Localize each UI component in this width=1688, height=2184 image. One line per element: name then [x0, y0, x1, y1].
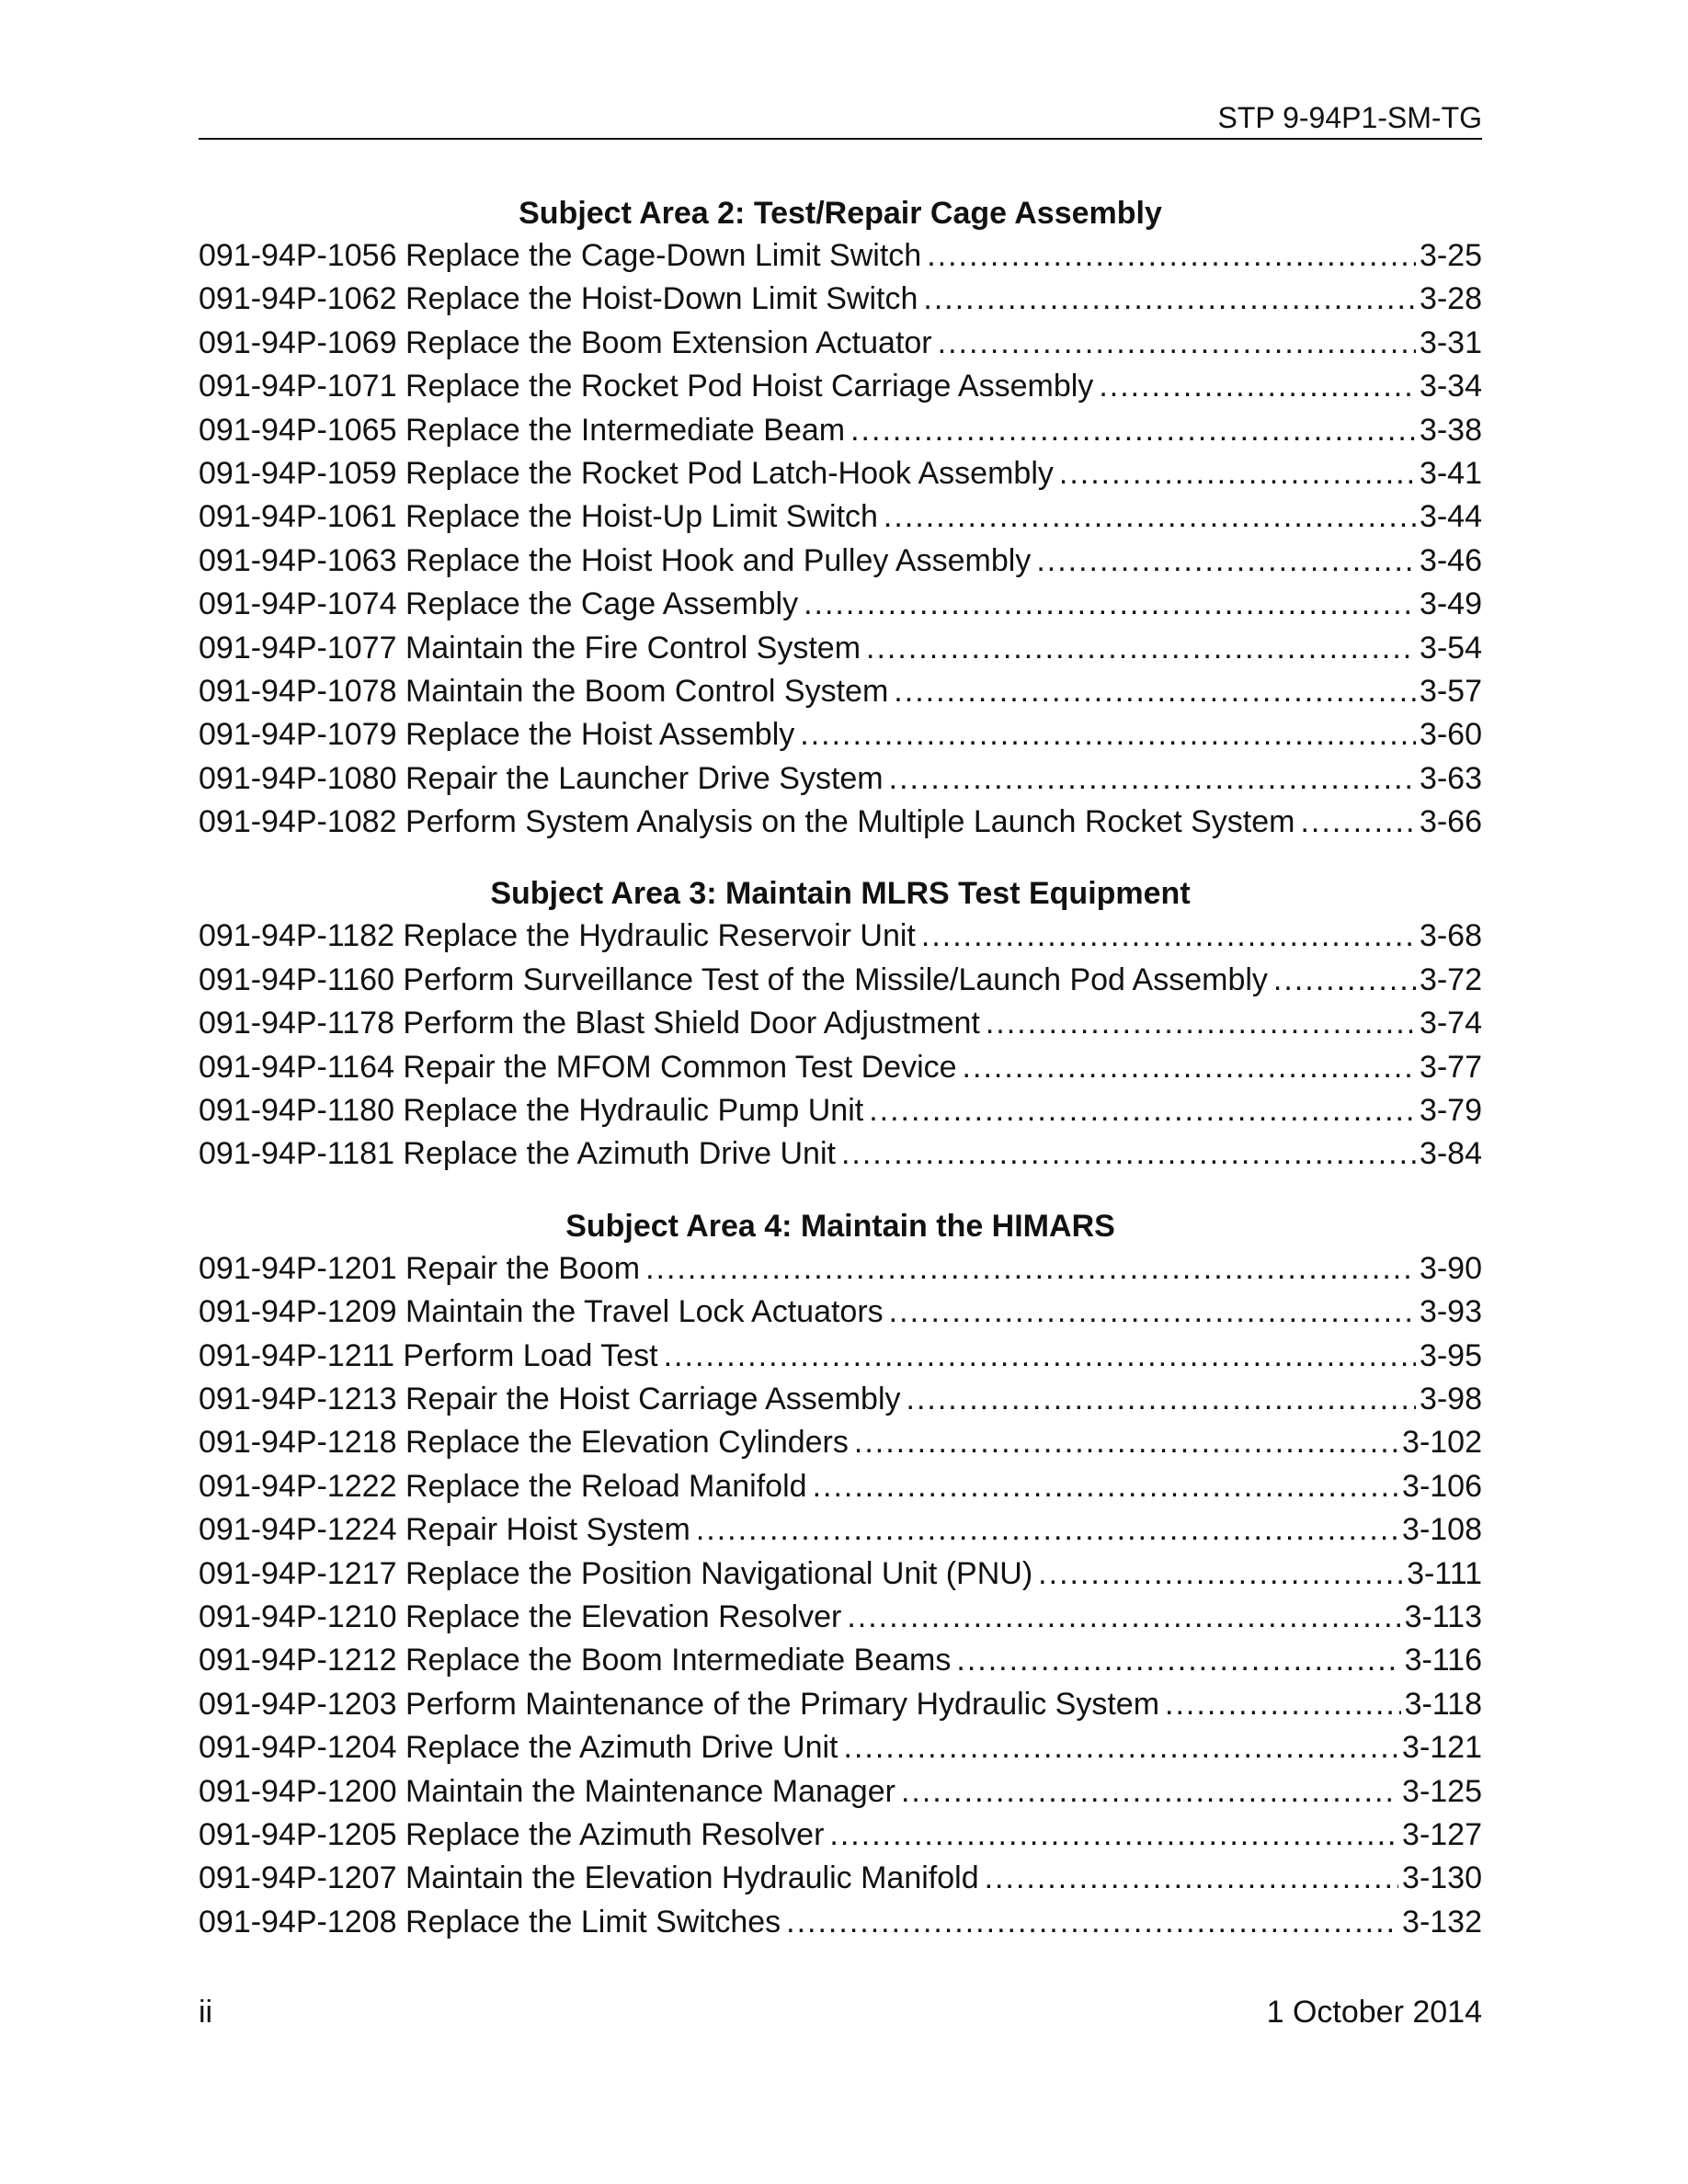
- section-heading: Subject Area 2: Test/Repair Cage Assembly: [519, 196, 1162, 231]
- dot-leader: [889, 1291, 1416, 1334]
- toc-section: [199, 873, 1482, 1176]
- toc-entry[interactable]: [199, 1291, 1482, 1334]
- toc-entry-title: 091-94P-1180 Replace the Hydraulic Pump Unit: [199, 1093, 864, 1129]
- toc-entry-title: 091-94P-1059 Replace the Rocket Pod Latch-Hook Assembly: [199, 455, 1054, 491]
- document-id: STP 9-94P1-SM-TG: [1217, 101, 1482, 134]
- dot-leader: [847, 1596, 1400, 1639]
- toc-entry[interactable]: [199, 1596, 1482, 1639]
- toc-entry-page: 3-31: [1419, 324, 1482, 360]
- dot-leader: [786, 1901, 1398, 1944]
- dot-leader: [804, 583, 1416, 626]
- toc-entry-title: 091-94P-1224 Repair Hoist System: [199, 1512, 690, 1548]
- toc-entry[interactable]: [199, 1553, 1482, 1596]
- toc-entry-title: 091-94P-1208 Replace the Limit Switches: [199, 1904, 781, 1939]
- publication-date: 1 October 2014: [1266, 1995, 1482, 2030]
- toc-entry[interactable]: [199, 1508, 1482, 1552]
- toc-entry-title: 091-94P-1217 Replace the Position Navigational Unit (PNU): [199, 1555, 1033, 1591]
- toc-entry[interactable]: [199, 1132, 1482, 1176]
- dot-leader: [866, 627, 1416, 670]
- toc-entry[interactable]: [199, 495, 1482, 539]
- toc-entry-page: 3-118: [1404, 1686, 1482, 1722]
- toc-entry-title: 091-94P-1201 Repair the Boom: [199, 1250, 641, 1286]
- toc-entry[interactable]: [199, 1901, 1482, 1944]
- toc-entry-page: 3-28: [1419, 281, 1482, 317]
- toc-entry-page: 3-132: [1402, 1904, 1482, 1939]
- toc-entry-title: 091-94P-1079 Replace the Hoist Assembly: [199, 717, 795, 753]
- toc-entry-page: 3-95: [1419, 1337, 1482, 1373]
- dot-leader: [854, 1421, 1398, 1464]
- toc-entry[interactable]: [199, 409, 1482, 452]
- dot-leader: [645, 1247, 1416, 1291]
- toc-entry[interactable]: [199, 540, 1482, 583]
- dot-leader: [927, 234, 1416, 278]
- toc-entry[interactable]: [199, 801, 1482, 844]
- dot-leader: [869, 1089, 1416, 1132]
- table-of-contents: [199, 193, 1482, 1974]
- dot-leader: [829, 1814, 1398, 1857]
- dot-leader: [1273, 959, 1416, 1002]
- toc-entry[interactable]: [199, 1421, 1482, 1464]
- toc-entry-title: 091-94P-1182 Replace the Hydraulic Reservoir Unit: [199, 918, 916, 954]
- toc-entry-title: 091-94P-1061 Replace the Hoist-Up Limit Switch: [199, 499, 878, 535]
- toc-entry-title: 091-94P-1210 Replace the Elevation Resolver: [199, 1598, 842, 1634]
- toc-entry-page: 3-60: [1419, 717, 1482, 753]
- toc-entry-title: 091-94P-1200 Maintain the Maintenance Manager: [199, 1773, 895, 1809]
- dot-leader: [1036, 540, 1416, 583]
- dot-leader: [986, 1002, 1416, 1045]
- dot-leader: [1059, 452, 1416, 495]
- toc-entry-page: 3-113: [1404, 1598, 1482, 1634]
- dot-leader: [907, 1378, 1416, 1421]
- toc-list: [199, 1247, 1482, 1944]
- toc-entry-title: 091-94P-1218 Replace the Elevation Cylinders: [199, 1425, 849, 1461]
- toc-entry[interactable]: [199, 959, 1482, 1002]
- toc-entry[interactable]: [199, 1046, 1482, 1089]
- toc-entry-page: 3-127: [1402, 1816, 1482, 1852]
- section-heading: Subject Area 3: Maintain MLRS Test Equipment: [490, 876, 1191, 912]
- toc-entry-page: 3-74: [1419, 1006, 1482, 1041]
- toc-entry[interactable]: [199, 757, 1482, 801]
- toc-entry[interactable]: [199, 365, 1482, 408]
- toc-entry[interactable]: [199, 1465, 1482, 1508]
- dot-leader: [1038, 1553, 1403, 1596]
- toc-entry-page: 3-84: [1419, 1136, 1482, 1172]
- dot-leader: [696, 1508, 1398, 1552]
- toc-entry-page: 3-111: [1407, 1555, 1482, 1591]
- toc-entry[interactable]: [199, 278, 1482, 321]
- page-header: [199, 99, 1482, 140]
- dot-leader: [985, 1857, 1398, 1900]
- toc-entry-title: 091-94P-1062 Replace the Hoist-Down Limit Switch: [199, 281, 918, 317]
- page-footer: [199, 1993, 1482, 2031]
- toc-entry-page: 3-34: [1419, 369, 1482, 404]
- toc-entry[interactable]: [199, 1683, 1482, 1726]
- page-number: ii: [199, 1995, 213, 2030]
- dot-leader: [963, 1046, 1416, 1089]
- toc-entry-title: 091-94P-1160 Perform Surveillance Test of the Missile/Launch Pod Assembly: [199, 961, 1268, 997]
- toc-entry[interactable]: [199, 1089, 1482, 1132]
- dot-leader: [813, 1465, 1398, 1508]
- toc-entry[interactable]: [199, 1857, 1482, 1900]
- toc-entry-title: 091-94P-1056 Replace the Cage-Down Limit Switch: [199, 238, 922, 273]
- toc-entry-page: 3-44: [1419, 499, 1482, 535]
- toc-list: [199, 915, 1482, 1176]
- toc-entry[interactable]: [199, 452, 1482, 495]
- toc-entry-page: 3-125: [1402, 1773, 1482, 1809]
- toc-entry[interactable]: [199, 1335, 1482, 1378]
- toc-entry-page: 3-63: [1419, 760, 1482, 796]
- toc-entry-title: 091-94P-1069 Replace the Boom Extension Actuator: [199, 324, 932, 360]
- dot-leader: [894, 670, 1416, 713]
- toc-entry-page: 3-98: [1419, 1381, 1482, 1416]
- toc-entry[interactable]: [199, 1726, 1482, 1769]
- toc-entry[interactable]: [199, 713, 1482, 756]
- toc-entry-page: 3-121: [1402, 1730, 1482, 1766]
- toc-entry-title: 091-94P-1178 Perform the Blast Shield Door Adjustment: [199, 1006, 980, 1041]
- toc-entry[interactable]: [199, 1770, 1482, 1814]
- toc-entry-page: 3-130: [1402, 1860, 1482, 1896]
- toc-entry-page: 3-108: [1402, 1512, 1482, 1548]
- dot-leader: [1099, 365, 1416, 408]
- dot-leader: [1300, 801, 1415, 844]
- toc-entry[interactable]: [199, 234, 1482, 278]
- toc-entry-title: 091-94P-1207 Maintain the Elevation Hydraulic Manifold: [199, 1860, 979, 1896]
- toc-entry[interactable]: [199, 670, 1482, 713]
- toc-entry-page: 3-72: [1419, 961, 1482, 997]
- toc-entry-title: 091-94P-1082 Perform System Analysis on the Multiple Launch Rocket System: [199, 804, 1295, 840]
- toc-entry-title: 091-94P-1211 Perform Load Test: [199, 1337, 658, 1373]
- dot-leader: [901, 1770, 1398, 1814]
- toc-entry-title: 091-94P-1203 Perform Maintenance of the Primary Hydraulic System: [199, 1686, 1160, 1722]
- toc-entry-title: 091-94P-1222 Replace the Reload Manifold: [199, 1468, 807, 1504]
- toc-entry-title: 091-94P-1213 Repair the Hoist Carriage Assembly: [199, 1381, 901, 1416]
- dot-leader: [923, 278, 1416, 321]
- toc-entry-page: 3-90: [1419, 1250, 1482, 1286]
- toc-entry-page: 3-38: [1419, 412, 1482, 448]
- dot-leader: [889, 757, 1416, 801]
- toc-entry[interactable]: [199, 583, 1482, 626]
- dot-leader: [841, 1132, 1416, 1176]
- toc-entry-page: 3-106: [1402, 1468, 1482, 1504]
- toc-entry-title: 091-94P-1080 Repair the Launcher Drive System: [199, 760, 884, 796]
- dot-leader: [938, 322, 1416, 365]
- toc-entry-page: 3-116: [1404, 1643, 1482, 1678]
- toc-section: [199, 1206, 1482, 1944]
- toc-entry[interactable]: [199, 1247, 1482, 1291]
- toc-entry[interactable]: [199, 1002, 1482, 1045]
- dot-leader: [1165, 1683, 1401, 1726]
- toc-entry-page: 3-77: [1419, 1049, 1482, 1085]
- toc-entry[interactable]: [199, 1639, 1482, 1682]
- dot-leader: [844, 1726, 1399, 1769]
- toc-entry-page: 3-102: [1402, 1425, 1482, 1461]
- toc-entry-page: 3-79: [1419, 1093, 1482, 1129]
- dot-leader: [664, 1335, 1416, 1378]
- toc-entry-page: 3-46: [1419, 542, 1482, 578]
- toc-entry-page: 3-41: [1419, 455, 1482, 491]
- toc-entry-page: 3-66: [1419, 804, 1482, 840]
- toc-entry[interactable]: [199, 1814, 1482, 1857]
- toc-entry-title: 091-94P-1077 Maintain the Fire Control System: [199, 630, 861, 665]
- dot-leader: [956, 1639, 1400, 1682]
- toc-list: [199, 234, 1482, 844]
- dot-leader: [921, 915, 1416, 958]
- section-heading: Subject Area 4: Maintain the HIMARS: [565, 1208, 1115, 1244]
- toc-entry-page: 3-93: [1419, 1294, 1482, 1330]
- dot-leader: [800, 713, 1416, 756]
- toc-entry-title: 091-94P-1212 Replace the Boom Intermediate Beams: [199, 1643, 952, 1678]
- toc-entry-page: 3-57: [1419, 673, 1482, 709]
- toc-entry-title: 091-94P-1078 Maintain the Boom Control System: [199, 673, 889, 709]
- toc-entry[interactable]: [199, 1378, 1482, 1421]
- toc-entry-title: 091-94P-1065 Replace the Intermediate Beam: [199, 412, 846, 448]
- toc-entry[interactable]: [199, 322, 1482, 365]
- toc-entry-page: 3-25: [1419, 238, 1482, 273]
- toc-entry-title: 091-94P-1164 Repair the MFOM Common Test Device: [199, 1049, 957, 1085]
- toc-entry-page: 3-68: [1419, 918, 1482, 954]
- toc-entry-title: 091-94P-1204 Replace the Azimuth Drive Unit: [199, 1730, 838, 1766]
- toc-entry[interactable]: [199, 627, 1482, 670]
- toc-entry-page: 3-54: [1419, 630, 1482, 665]
- dot-leader: [850, 409, 1416, 452]
- toc-entry-page: 3-49: [1419, 586, 1482, 622]
- toc-entry-title: 091-94P-1205 Replace the Azimuth Resolver: [199, 1816, 825, 1852]
- toc-entry-title: 091-94P-1181 Replace the Azimuth Drive Unit: [199, 1136, 836, 1172]
- toc-entry-title: 091-94P-1074 Replace the Cage Assembly: [199, 586, 799, 622]
- toc-section: [199, 193, 1482, 844]
- toc-entry[interactable]: [199, 915, 1482, 958]
- toc-entry-title: 091-94P-1063 Replace the Hoist Hook and Pulley Assembly: [199, 542, 1032, 578]
- toc-entry-title: 091-94P-1209 Maintain the Travel Lock Actuators: [199, 1294, 884, 1330]
- toc-entry-title: 091-94P-1071 Replace the Rocket Pod Hoist Carriage Assembly: [199, 369, 1094, 404]
- dot-leader: [884, 495, 1416, 539]
